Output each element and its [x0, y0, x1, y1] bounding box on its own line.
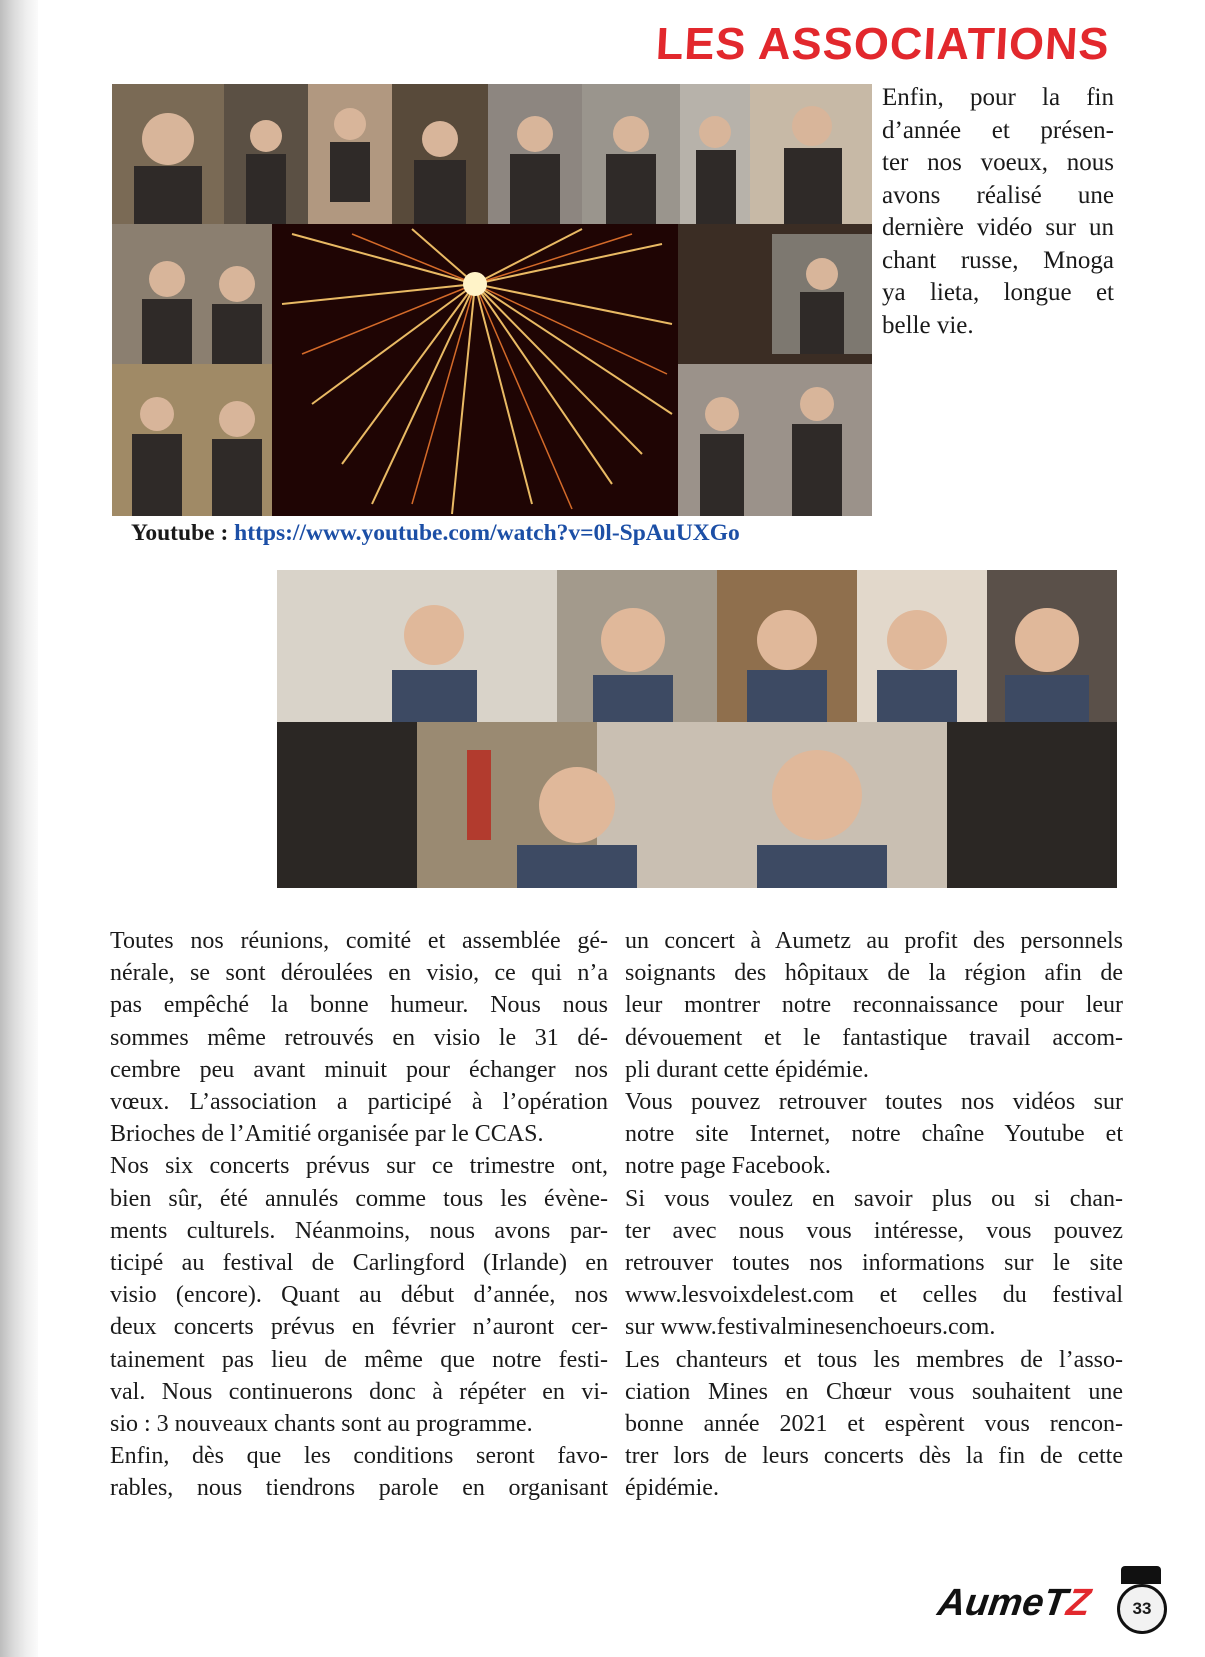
- column-line: un concert à Aumetz au profit des personnels: [625, 928, 1123, 954]
- youtube-caption: [131, 520, 740, 547]
- aumetz-logo: [935, 1582, 1093, 1625]
- column-line: notre site Internet, notre chaîne Youtube et: [625, 1121, 1123, 1148]
- column-line: visio (encore). Quant au début d’année, nos: [110, 1282, 608, 1309]
- column-line: trer lors de leurs concerts dès la fin de cette: [625, 1443, 1123, 1470]
- mine-cart-icon: [1121, 1566, 1161, 1584]
- column-line: retrouver toutes nos informations sur le site: [625, 1250, 1123, 1277]
- column-line: tainement pas lieu de même que notre festi-: [110, 1346, 608, 1373]
- page-number: 33: [1117, 1584, 1167, 1634]
- side-text: [882, 82, 1114, 342]
- youtube-link[interactable]: https://www.youtube.com/watch?v=0l-SpAuUXGo: [234, 520, 740, 546]
- column-line: deux concerts prévus en février n’auront cer-: [110, 1314, 608, 1341]
- column-line: Vous pouvez retrouver toutes nos vidéos sur: [625, 1089, 1123, 1116]
- column-line: ter avec nous vous intéresse, vous pouvez: [625, 1217, 1123, 1244]
- column-line: bonne année 2021 et espèrent vous rencon-: [625, 1411, 1123, 1438]
- youtube-label: Youtube :: [131, 520, 235, 546]
- side-text-line: chant russe, Mnoga: [882, 246, 1114, 274]
- column-line: rables, nous tiendrons parole en organisant: [110, 1475, 608, 1502]
- column-line: pli durant cette épidémie.: [625, 1056, 869, 1083]
- article-column-1: [110, 925, 608, 1505]
- column-line: ments culturels. Néanmoins, nous avons par-: [110, 1217, 608, 1244]
- column-line: dévouement et le fantastique travail accom-: [625, 1024, 1123, 1051]
- column-line: nérale, se sont déroulées en visio, ce qui n’a: [110, 960, 608, 987]
- column-line: www.lesvoixdelest.com et celles du festival: [625, 1282, 1123, 1309]
- column-line: bien sûr, été annulés comme tous les évène-: [110, 1185, 608, 1212]
- column-line: Les chanteurs et tous les membres de l’asso-: [625, 1346, 1123, 1373]
- column-line: sommes même retrouvés en visio le 31 dé-: [110, 1024, 608, 1051]
- column-line: Toutes nos réunions, comité et assemblée gé-: [110, 928, 608, 954]
- logo-accent-text: Z: [1063, 1582, 1094, 1624]
- logo-main-text: AumeT: [935, 1582, 1070, 1624]
- side-text-line: ya lieta, longue et: [882, 279, 1114, 306]
- column-line: ticipé au festival de Carlingford (Irlande) en: [110, 1250, 608, 1277]
- side-text-line: avons réalisé une: [882, 181, 1114, 209]
- article-column-2: [625, 925, 1123, 1505]
- column-line: pas empêché la bonne humeur. Nous nous: [110, 992, 608, 1019]
- column-line: val. Nous continuerons donc à répéter en vi-: [110, 1378, 608, 1405]
- collage-drawing: [112, 84, 872, 516]
- page-binding-shadow: [0, 0, 38, 1657]
- side-text-line: d’année et présen-: [882, 116, 1114, 144]
- side-text-line: ter nos voeux, nous: [882, 149, 1114, 176]
- column-line: épidémie.: [625, 1475, 719, 1502]
- column-line: Enfin, dès que les conditions seront favo-: [110, 1443, 608, 1470]
- column-line: soignants des hôpitaux de la région afin de: [625, 960, 1123, 987]
- video-call-photo: [277, 570, 1117, 888]
- section-title: LES ASSOCIATIONS: [655, 18, 1112, 69]
- column-line: Nos six concerts prévus sur ce trimestre ont,: [110, 1153, 608, 1180]
- side-text-line: dernière vidéo sur un: [882, 214, 1114, 241]
- column-line: ciation Mines en Chœur vous souhaitent une: [625, 1378, 1123, 1405]
- column-line: cembre peu avant minuit pour échanger nos: [110, 1056, 608, 1083]
- column-line: Brioches de l’Amitié organisée par le CCAS.: [110, 1121, 544, 1148]
- video-collage-photo: [112, 84, 872, 516]
- side-text-line: Enfin, pour la fin: [882, 84, 1114, 111]
- column-line: vœux. L’association a participé à l’opération: [110, 1089, 608, 1116]
- column-line: Si vous voulez en savoir plus ou si chan-: [625, 1185, 1123, 1212]
- video-call-drawing: [277, 570, 1117, 888]
- column-line: sio : 3 nouveaux chants sont au programme.: [110, 1411, 533, 1438]
- side-text-line: belle vie.: [882, 311, 974, 339]
- column-line: sur www.festivalminesenchoeurs.com.: [625, 1314, 996, 1341]
- column-line: leur montrer notre reconnaissance pour leur: [625, 992, 1123, 1019]
- column-line: notre page Facebook.: [625, 1153, 831, 1180]
